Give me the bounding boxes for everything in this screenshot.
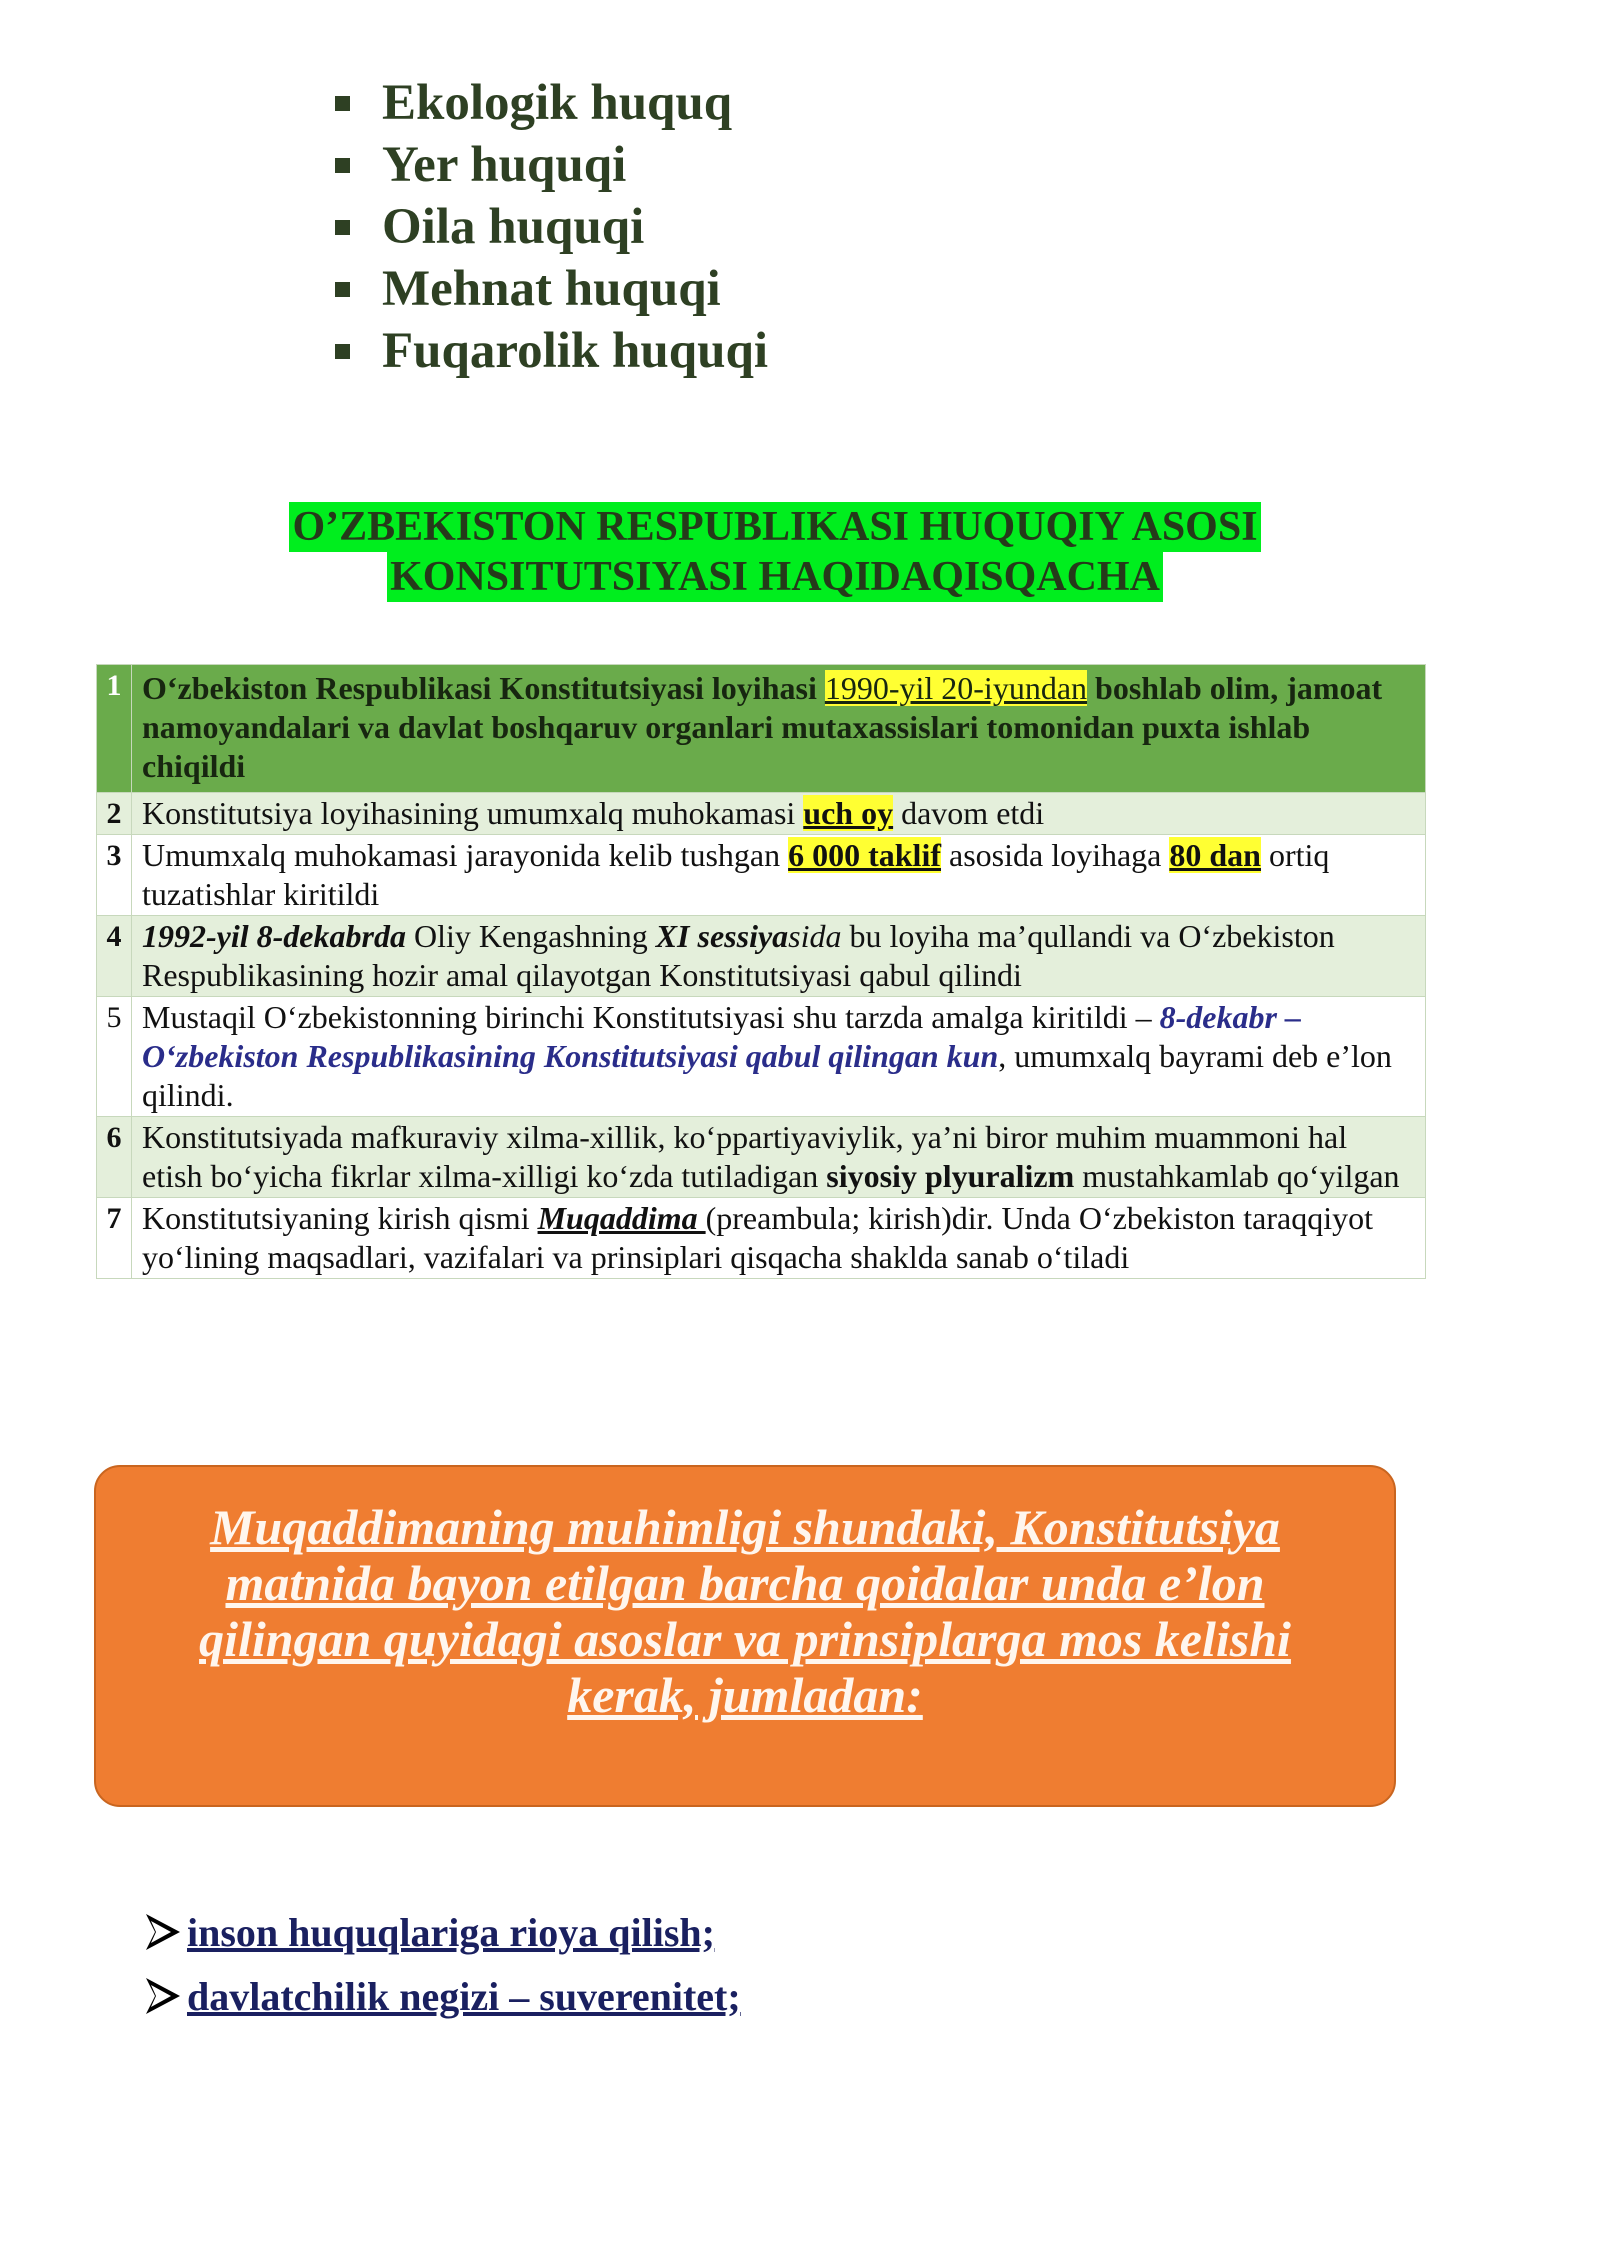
highlighted-count: 80 dan — [1169, 837, 1261, 873]
table-row — [97, 916, 1426, 997]
table-row — [97, 835, 1426, 916]
list-item: inson huquqlariga rioya qilish; — [143, 1900, 741, 1964]
row-number: 5 — [97, 997, 132, 1117]
list-item: Yer huquqi — [335, 134, 768, 196]
highlighted-date: 1990-yil 20-iyundan — [824, 670, 1088, 706]
heading-line-2: KONSITUTSIYASI HAQIDAQISQACHA — [387, 552, 1163, 602]
row-text: Konstitutsiya loyihasining umumxalq muhokamasi uch oy davom etdi — [132, 793, 1426, 835]
square-bullet-icon — [335, 282, 350, 297]
square-bullet-icon — [335, 344, 350, 359]
list-item: Mehnat huquqi — [335, 258, 768, 320]
row-number: 2 — [97, 793, 132, 835]
row-number: 3 — [97, 835, 132, 916]
constitution-facts-table — [96, 664, 1426, 1279]
table-row — [97, 793, 1426, 835]
row-text: Konstitutsiyada mafkuraviy xilma-xillik, ko‘ppartiyaviylik, ya’ni biror muhim muammoni hal etish bo‘yicha fikrlar xilma-xilligi ko‘zda tutiladigan siyosiy plyuralizm mustahkamlab qo‘yilgan — [132, 1117, 1426, 1198]
row-text: O‘zbekiston Respublikasi Konstitutsiyasi loyihasi 1990-yil 20-iyundan boshlab olim, jamoat namoyandalari va davlat boshqaruv organlari mutaxassislari tomonidan puxta ishlab chiqildi — [132, 665, 1426, 793]
list-item: Oila huquqi — [335, 196, 768, 258]
heading-line-1: O’ZBEKISTON RESPUBLIKASI HUQUQIY ASOSI — [289, 502, 1260, 552]
constitution-day-text: 8-dekabr – O‘zbekiston Respublikasining Konstitutsiyasi qabul qilingan kun — [142, 999, 1301, 1074]
highlighted-duration: uch oy — [803, 795, 894, 831]
square-bullet-icon — [335, 96, 350, 111]
square-bullet-icon — [335, 220, 350, 235]
section-heading — [0, 502, 1550, 602]
row-text: 1992-yil 8-dekabrda Oliy Kengashning XI sessiyasida bu loyiha ma’qullandi va O‘zbekiston Respublikasining hozir amal qilayotgan Konstitutsiyasi qabul qilindi — [132, 916, 1426, 997]
row-number: 6 — [97, 1117, 132, 1198]
table-row — [97, 665, 1426, 793]
table-row — [97, 997, 1426, 1117]
callout-text: Muqaddimaning muhimligi shundaki, Konstitutsiya matnida bayon etilgan barcha qoidalar unda e’lon qilingan quyidagi asoslar va prinsiplarga mos kelishi kerak, jumladan: — [199, 1499, 1291, 1723]
list-item: Fuqarolik huquqi — [335, 320, 768, 382]
row-text: Umumxalq muhokamasi jarayonida kelib tushgan 6 000 taklif asosida loyihaga 80 dan ortiq tuzatishlar kiritildi — [132, 835, 1426, 916]
row-number: 4 — [97, 916, 132, 997]
row-number: 1 — [97, 665, 132, 793]
list-item: davlatchilik negizi – suverenitet; — [143, 1964, 741, 2028]
row-number: 7 — [97, 1198, 132, 1279]
list-item: Ekologik huquq — [335, 72, 768, 134]
arrow-bullet-icon — [143, 1975, 183, 2017]
callout-box — [94, 1465, 1396, 1807]
arrow-bullet-icon — [143, 1911, 183, 1953]
square-bullet-icon — [335, 158, 350, 173]
row-text: Mustaqil O‘zbekistonning birinchi Konstitutsiyasi shu tarzda amalga kiritildi – 8-dekabr – O‘zbekiston Respublikasining Konstitutsiyasi qabul qilingan kun, umumxalq bayrami deb e’lon qilindi. — [132, 997, 1426, 1117]
row-text: Konstitutsiyaning kirish qismi Muqaddima (preambula; kirish)dir. Unda O‘zbekiston taraqqiyot yo‘lining maqsadlari, vazifalari va prinsiplari qisqacha shaklda sanab o‘tiladi — [132, 1198, 1426, 1279]
table-row — [97, 1117, 1426, 1198]
highlighted-count: 6 000 taklif — [788, 837, 941, 873]
law-branches-list — [335, 72, 768, 382]
table-row — [97, 1198, 1426, 1279]
principles-list — [143, 1900, 741, 2028]
